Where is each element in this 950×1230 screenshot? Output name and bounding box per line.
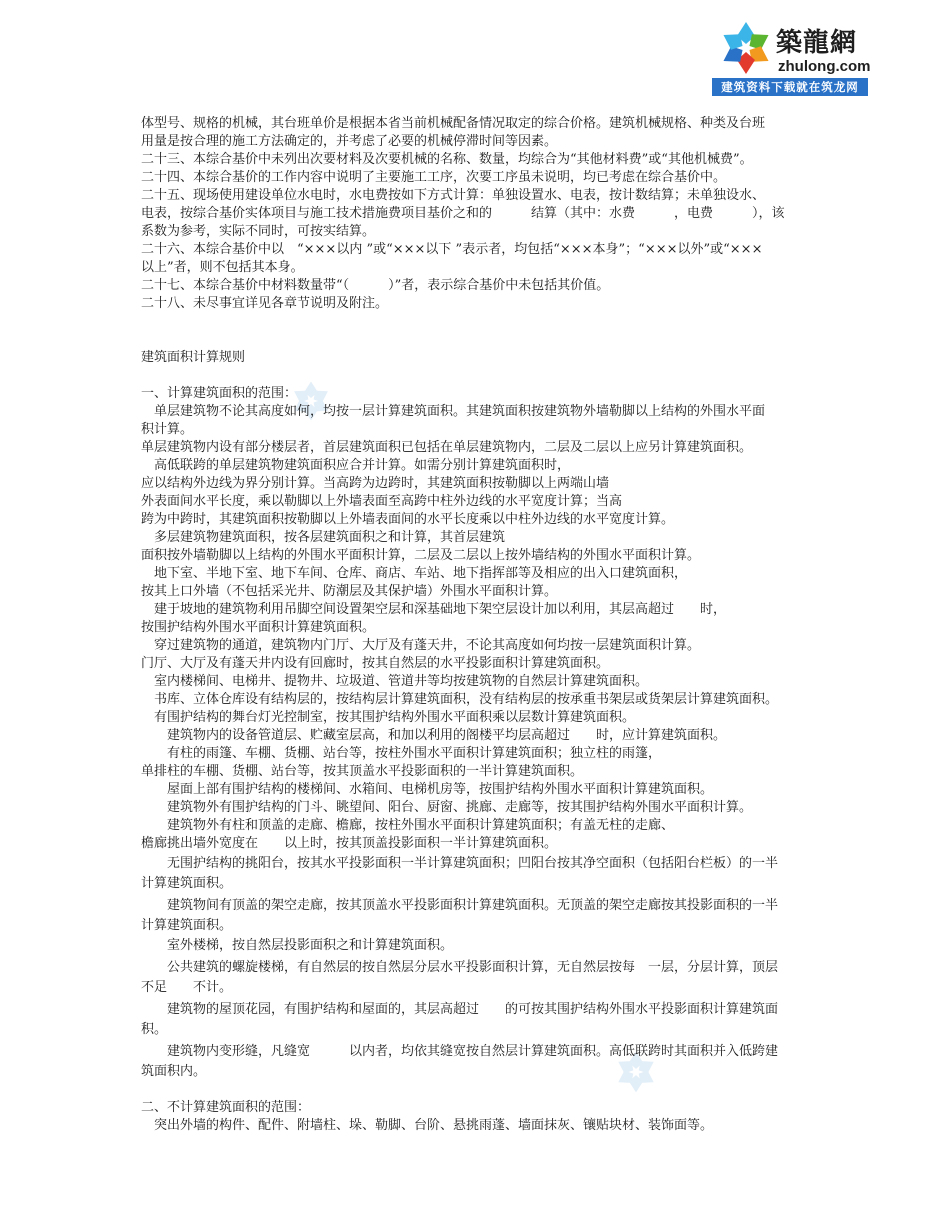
text-line: 筑面积内。 [141, 1064, 207, 1079]
text-line: 建筑物的屋顶花园，有围护结构和屋面的，其层高超过 的可按其围护结构外围水平投影面积计算建筑面 [141, 1002, 779, 1017]
text-line: 单层建筑物内设有部分楼层者，首层建筑面积已包括在单层建筑物内，二层及二层以上应另计算建筑面积。 [141, 440, 753, 455]
text-line: 二十八、未尽事宜详见各章节说明及附注。 [141, 296, 389, 311]
text-line: 室内楼梯间、电梯井、提物井、垃圾道、管道井等均按建筑物的自然层计算建筑面积。 [141, 674, 649, 689]
text-line: 体型号、规格的机械，其台班单价是根据本省当前机械配备情况取定的综合价格。建筑机械规格、种类及台班 [141, 116, 766, 131]
text-line: 二十五、现场使用建设单位水电时，水电费按如下方式计算：单独设置水、电表，按计数结算；未单独设水、 [141, 188, 766, 203]
text-line: 屋面上部有围护结构的楼梯间、水箱间、电梯机房等，按围护结构外围水平面积计算建筑面积。 [141, 782, 714, 797]
zhulong-snowflake-logo-icon [718, 20, 774, 76]
text-line: 地下室、半地下室、地下车间、仓库、商店、车站、地下指挥部等及相应的出入口建筑面积， [141, 566, 688, 581]
text-line: 建于坡地的建筑物利用吊脚空间设置架空层和深基础地下架空层设计加以利用，其层高超过 时， [141, 602, 727, 617]
text-line: 用量是按合理的施工方法确定的，并考虑了必要的机械停滞时间等因素。 [141, 134, 558, 149]
text-line: 建筑物内的设备管道层、贮藏室层高，和加以利用的阁楼平均层高超过 时，应计算建筑面积。 [141, 728, 727, 743]
text-line: 积。 [141, 1022, 168, 1037]
text-line: 电表，按综合基价实体项目与施工技术措施费项目基价之和的 结算（其中：水费 ，电费 ），该 [141, 206, 785, 221]
text-line: 有围护结构的舞台灯光控制室，按其围护结构外围水平面积乘以层数计算建筑面积。 [141, 710, 636, 725]
text-line: 多层建筑物建筑面积，按各层建筑面积之和计算，其首层建筑 [141, 530, 506, 545]
text-line: 单排柱的车棚、货棚、站台等，按其顶盖水平投影面积的一半计算建筑面积。 [141, 764, 584, 779]
text-line: 应以结构外边线为界分别计算。当高跨为边跨时，其建筑面积按勒脚以上两端山墙 [141, 476, 610, 491]
logo-name-cn: 築龍網 [776, 28, 858, 58]
text-line: 系数为参考，实际不同时，可按实结算。 [141, 224, 376, 239]
text-line: 二十三、本综合基价中未列出次要材料及次要机械的名称、数量，均综合为“其他材料费”或“其他机械费”。 [141, 152, 753, 167]
text-line: 室外楼梯，按自然层投影面积之和计算建筑面积。 [141, 938, 454, 953]
text-line: 二十六、本综合基价中以 “×××以内 ”或“×××以下 ”表示者，均包括“×××本身”；“×××以外”或“××× [141, 242, 763, 257]
text-line: 有柱的雨篷、车棚、货棚、站台等，按柱外围水平面积计算建筑面积；独立柱的雨篷， [141, 746, 662, 761]
text-line: 按围护结构外围水平面积计算建筑面积。 [141, 620, 376, 635]
text-line: 单层建筑物不论其高度如何，均按一层计算建筑面积。其建筑面积按建筑物外墙勒脚以上结构的外围水平面 [141, 404, 766, 419]
text-line: 面积按外墙勒脚以上结构的外围水平面积计算，二层及二层以上按外墙结构的外围水平面积计算。 [141, 548, 701, 563]
logo-domain: zhulong.com [778, 58, 871, 75]
text-line: 二十七、本综合基价中材料数量带“（ ）”者，表示综合基价中未包括其价值。 [141, 278, 610, 293]
text-line: 高低联跨的单层建筑物建筑面积应合并计算。如需分别计算建筑面积时， [141, 458, 571, 473]
text-line: 建筑物外有围护结构的门斗、眺望间、阳台、厨窗、挑廊、走廊等，按其围护结构外围水平面积计算。 [141, 800, 753, 815]
text-line: 建筑物内变形缝，凡缝宽 以内者，均依其缝宽按自然层计算建筑面积。高低联跨时其面积并入低跨建 [141, 1044, 779, 1059]
logo-slogan: 建筑资料下载就在筑龙网 [712, 78, 868, 96]
text-line: 门厅、大厅及有蓬天井内设有回廊时，按其自然层的水平投影面积计算建筑面积。 [141, 656, 610, 671]
text-line: 以上”者，则不包括其本身。 [141, 260, 304, 275]
text-line: 计算建筑面积。 [141, 918, 233, 933]
subsection-heading: 二、不计算建筑面积的范围： [141, 1100, 311, 1115]
subsection-heading: 一、计算建筑面积的范围： [141, 386, 298, 401]
text-line: 建筑物外有柱和顶盖的走廊、檐廊，按柱外围水平面积计算建筑面积；有盖无柱的走廊、 [141, 818, 675, 833]
text-line: 书库、立体仓库设有结构层的，按结构层计算建筑面积，没有结构层的按承重书架层或货架层计算建筑面积。 [141, 692, 779, 707]
text-line: 檐廊挑出墙外宽度在 以上时，按其顶盖投影面积一半计算建筑面积。 [141, 836, 558, 851]
text-line: 按其上口外墙（不包括采光井、防潮层及其保护墙）外围水平面积计算。 [141, 584, 558, 599]
text-line: 跨为中跨时，其建筑面积按勒脚以上外墙表面间的水平长度乘以中柱外边线的水平宽度计算。 [141, 512, 675, 527]
zhulong-logo [712, 18, 871, 98]
text-line: 计算建筑面积。 [141, 876, 233, 891]
text-line: 突出外墙的构件、配件、附墙柱、垛、勒脚、台阶、悬挑雨蓬、墙面抹灰、镶贴块材、装饰面等。 [141, 1118, 714, 1133]
text-line: 无围护结构的挑阳台，按其水平投影面积一半计算建筑面积；凹阳台按其净空面积（包括阳台栏板）的一半 [141, 856, 779, 871]
text-line: 不足 不计。 [141, 980, 233, 995]
text-line: 建筑物间有顶盖的架空走廊，按其顶盖水平投影面积计算建筑面积。无顶盖的架空走廊按其投影面积的一半 [141, 898, 779, 913]
text-line: 穿过建筑物的通道，建筑物内门厅、大厅及有蓬天井，不论其高度如何均按一层建筑面积计算。 [141, 638, 701, 653]
text-line: 外表面间水平长度，乘以勒脚以上外墙表面至高跨中柱外边线的水平宽度计算；当高 [141, 494, 623, 509]
text-line: 公共建筑的螺旋楼梯，有自然层的按自然层分层水平投影面积计算，无自然层按每 一层，分层计算，顶层 [141, 960, 779, 975]
text-line: 积计算。 [141, 422, 194, 437]
text-line: 二十四、本综合基价的工作内容中说明了主要施工工序，次要工序虽未说明，均已考虑在综合基价中。 [141, 170, 727, 185]
section-heading: 建筑面积计算规则 [141, 350, 246, 365]
